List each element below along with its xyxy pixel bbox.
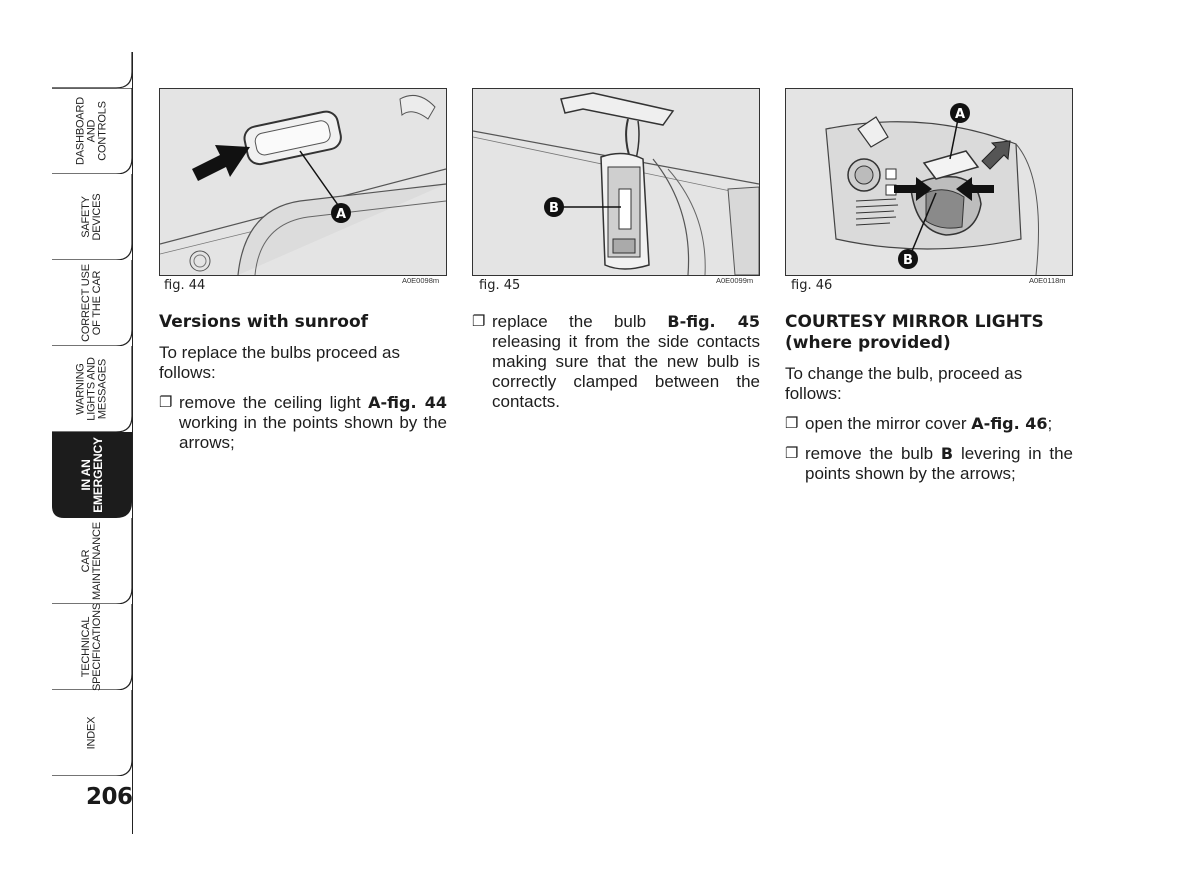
nav-divider-line bbox=[132, 52, 133, 834]
text-column-1 bbox=[159, 312, 447, 463]
text-column-3 bbox=[785, 312, 1073, 494]
instruction-text: remove the ceiling light bbox=[179, 393, 369, 412]
instruction-item bbox=[472, 312, 760, 412]
figure-reference: A-fig. 46 bbox=[971, 414, 1048, 433]
instruction-item bbox=[785, 444, 1073, 484]
tab-label: WARNING LIGHTS AND MESSAGES bbox=[74, 357, 109, 421]
instruction-text: open the mirror cover bbox=[805, 414, 972, 433]
figure-caption: fig. 44 bbox=[164, 278, 206, 293]
callout-b: B bbox=[549, 201, 559, 216]
figure-reference: B-fig. 45 bbox=[667, 312, 760, 331]
tab-label: CAR MAINTENANCE bbox=[80, 522, 103, 600]
text-column-2 bbox=[472, 312, 760, 422]
tab-label: INDEX bbox=[85, 716, 98, 750]
page-number: 206 bbox=[86, 784, 133, 810]
figure-reference: B bbox=[940, 444, 954, 463]
tab-label: IN AN EMERGENCY bbox=[79, 437, 105, 513]
checkbox-bullet-icon: ❐ bbox=[785, 445, 799, 462]
figure-44-illustration bbox=[159, 88, 447, 276]
tab-warning[interactable] bbox=[52, 346, 132, 432]
instruction-item bbox=[159, 393, 447, 453]
instruction-item bbox=[785, 414, 1073, 434]
tab-strip-top bbox=[52, 52, 134, 90]
tab-technical[interactable] bbox=[52, 604, 132, 690]
callout-b: B bbox=[903, 253, 913, 268]
tab-label: CORRECT USE OF THE CAR bbox=[80, 264, 103, 342]
tab-emergency[interactable] bbox=[52, 432, 132, 518]
figure-code: A0E0098m bbox=[402, 276, 440, 285]
tab-label: DASHBOARD AND CONTROLS bbox=[74, 97, 109, 165]
checkbox-bullet-icon: ❐ bbox=[159, 394, 173, 411]
instruction-text: releasing it from the side contacts making sure that the new bulb is correctly clamped between the contacts. bbox=[492, 332, 760, 411]
callout-a: A bbox=[954, 107, 966, 122]
section-heading: COURTESY MIRROR LIGHTS (where provided) bbox=[785, 312, 1044, 353]
tab-dashboard[interactable] bbox=[52, 88, 132, 174]
instruction-text: levering in the points shown by the arrows; bbox=[805, 444, 1073, 483]
tab-index[interactable] bbox=[52, 690, 132, 776]
figure-caption: fig. 46 bbox=[791, 278, 833, 293]
instruction-text: ; bbox=[1047, 414, 1053, 433]
checkbox-bullet-icon: ❐ bbox=[785, 415, 799, 432]
tab-label: SAFETY DEVICES bbox=[80, 193, 103, 241]
section-heading: Versions with sunroof bbox=[159, 312, 369, 332]
intro-text: To replace the bulbs proceed as follows: bbox=[159, 343, 400, 382]
tab-correct-use[interactable] bbox=[52, 260, 132, 346]
figure-45-illustration bbox=[472, 88, 760, 276]
figure-caption: fig. 45 bbox=[479, 278, 521, 293]
instruction-text: working in the points shown by the arrows; bbox=[179, 413, 447, 452]
instruction-text: remove the bulb bbox=[805, 444, 941, 463]
intro-text: To change the bulb, proceed as follows: bbox=[785, 364, 1023, 403]
tab-label: TECHNICAL SPECIFICATIONS bbox=[80, 602, 103, 692]
figure-46-illustration bbox=[785, 88, 1073, 276]
instruction-text: replace the bulb bbox=[492, 312, 668, 331]
checkbox-bullet-icon: ❐ bbox=[472, 313, 486, 330]
callout-a: A bbox=[335, 207, 347, 222]
tab-safety[interactable] bbox=[52, 174, 132, 260]
figure-code: A0E0099m bbox=[716, 276, 754, 285]
figure-code: A0E0118m bbox=[1029, 276, 1066, 285]
figure-reference: A-fig. 44 bbox=[368, 393, 448, 412]
tab-maintenance[interactable] bbox=[52, 518, 132, 604]
